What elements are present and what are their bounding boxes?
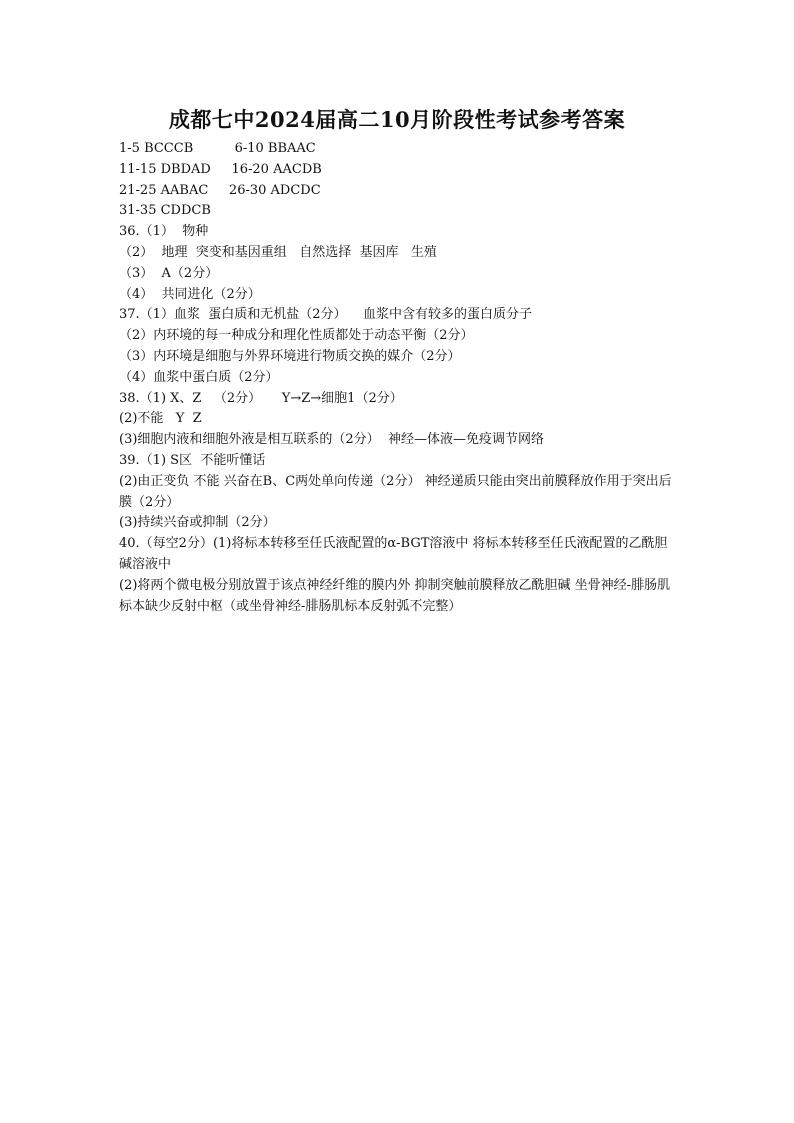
answer-line: （3） A（2分）	[119, 265, 219, 281]
answer-line: 36.（1） 物种	[119, 224, 209, 240]
answer-line: 37.（1）血浆 蛋白质和无机盐（2分） 血浆中含有较多的蛋白质分子	[119, 307, 533, 323]
answer-line: (3)持续兴奋或抑制（2分）	[119, 515, 276, 531]
answer-content	[119, 139, 679, 617]
answer-line: （2） 地理 突变和基因重组 自然选择 基因库 生殖	[119, 244, 437, 260]
page-title: 成都七中2024届高二10月阶段性考试参考答案	[168, 107, 626, 132]
answer-line: (2)将两个微电极分别放置于该点神经纤维的膜内外 抑制突触前膜释放乙酰胆碱 坐骨神经-腓肠肌标本缺少反射中枢（或坐骨神经-腓肠肌标本反射弧不完整）	[119, 577, 671, 614]
answer-line: (3)细胞内液和细胞外液是相互联系的（2分） 神经—体液—免疫调节网络	[119, 432, 544, 448]
answer-line: 1-5 BCCCB 6-10 BBAAC	[119, 141, 316, 156]
answer-line: 39.（1) S区 不能听懂话	[119, 452, 266, 468]
answer-line: （4）血浆中蛋白质（2分）	[119, 369, 279, 385]
answer-line: (2)不能 Y Z	[119, 411, 202, 427]
answer-line: （3）内环境是细胞与外界环境进行物质交换的媒介（2分）	[119, 348, 461, 364]
answer-line: （4） 共同进化（2分）	[119, 286, 261, 302]
answer-line: 38.（1) X、Z （2分） Y→Z→细胞1（2分）	[119, 390, 403, 406]
answer-line: 40.（每空2分）(1)将标本转移至任氏液配置的α-BGT溶液中 将标本转移至任氏液配置的乙酰胆碱溶液中	[119, 536, 668, 572]
answer-line: （2）内环境的每一种成分和理化性质都处于动态平衡（2分）	[119, 328, 474, 344]
answer-line: 11-15 DBDAD 16-20 AACDB	[119, 161, 322, 177]
answer-line: (2)由正变负 不能 兴奋在B、C两处单向传递（2分） 神经递质只能由突出前膜释放作用于突出后膜（2分）	[119, 473, 672, 510]
answer-line: 21-25 AABAC 26-30 ADCDC	[119, 182, 321, 198]
answer-line: 31-35 CDDCB	[119, 203, 211, 219]
